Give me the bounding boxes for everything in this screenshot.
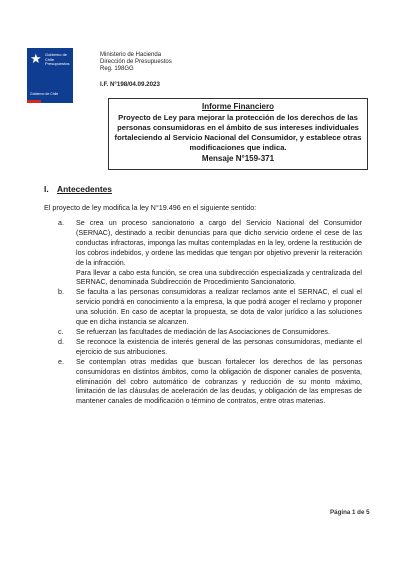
flag-blue-strip xyxy=(41,100,73,103)
ministry-line: Ministerio de Hacienda xyxy=(100,52,162,58)
item-paragraph: Para llevar a cabo esta función, se crea una subdirección especializada y centralizada del SERNAC, denominada Subdirección de Procedimiento Sancionatorio. xyxy=(76,268,362,287)
modifications-list xyxy=(58,219,362,407)
flag-red-strip xyxy=(27,100,41,103)
section-label: Antecedentes xyxy=(57,184,112,194)
item-marker: d. xyxy=(58,337,64,346)
list-item xyxy=(58,288,362,328)
list-item xyxy=(58,338,362,358)
logo-footer: Gobierno de Chile xyxy=(30,92,59,96)
item-marker: c. xyxy=(58,327,64,336)
item-paragraph: Se refuerzan las facultades de mediación de las Asociaciones de Consumidores. xyxy=(76,327,330,336)
message-number: Mensaje N°159-371 xyxy=(201,154,275,163)
star-icon: ★ xyxy=(30,51,42,66)
item-marker: a. xyxy=(58,219,64,227)
page-number: Página 1 de 5 xyxy=(330,509,370,516)
list-item xyxy=(58,358,362,408)
item-marker: b. xyxy=(58,288,64,297)
item-paragraph: Se contemplan otras medidas que buscan fortalecer los derechos de las personas consumidoras en distintos ámbitos, como la obligación de disponer canales de posventa, eliminación del cobro automático de cobranzas y reducción de su monto máximo, limitación de las cláusulas de aceleración de las deudas, y obligación de las empresas de mantener canales de modificación o término de contratos, entre otras materias. xyxy=(76,357,362,406)
section-number: I. xyxy=(44,184,49,194)
item-paragraph: Se reconoce la existencia de interés general de las personas consumidoras, mediante el ejercicio de sus atribuciones. xyxy=(76,337,362,356)
section-heading xyxy=(44,184,112,194)
item-paragraph: Se faculta a las personas consumidoras a realizar reclamos ante el SERNAC, el cual el servicio pondrá en conocimiento a la empresa, la que podrá acoger el reclamo y proponer una solución. En caso de aceptar la propuesta, se dota de valor jurídico a las soluciones que en dicha instancia se alcanzen. xyxy=(76,288,362,327)
government-logo xyxy=(27,48,73,100)
list-item xyxy=(58,328,362,338)
item-paragraph: Se crea un proceso sancionatorio a cargo del Servicio Nacional del Consumidor (SERNAC), destinado a recibir denuncias para que dicho servicio ordene el cese de las conductas infractoras, imponga las multas contempladas en la ley, ordene la restitución de los cobros indebidos, y ordene las medidas que tengan por objetivo prevenir la reiteración de la infracción. xyxy=(76,219,362,267)
report-number: I.F. N°198/04.09.2023 xyxy=(100,81,160,88)
registry-line: Reg. 198GG xyxy=(100,66,134,72)
title-box xyxy=(108,98,368,170)
bill-subject: Proyecto de Ley para mejorar la protección de los derechos de las personas consumidoras en el ámbito de sus intereses individuales fortaleciendo al Servicio Nacional del Consumidor, y establece otras modificaciones que indica. xyxy=(114,113,362,152)
ministry-header xyxy=(100,52,172,73)
report-heading: Informe Financiero xyxy=(201,102,274,111)
item-marker: e. xyxy=(58,357,64,366)
intro-paragraph: El proyecto de ley modifica la ley N°19.496 en el siguiente sentido: xyxy=(44,203,257,212)
logo-title: Gobierno de Chile Presupuestos xyxy=(45,52,70,66)
directorate-line: Dirección de Presupuestos xyxy=(100,59,172,65)
list-item xyxy=(58,219,362,288)
